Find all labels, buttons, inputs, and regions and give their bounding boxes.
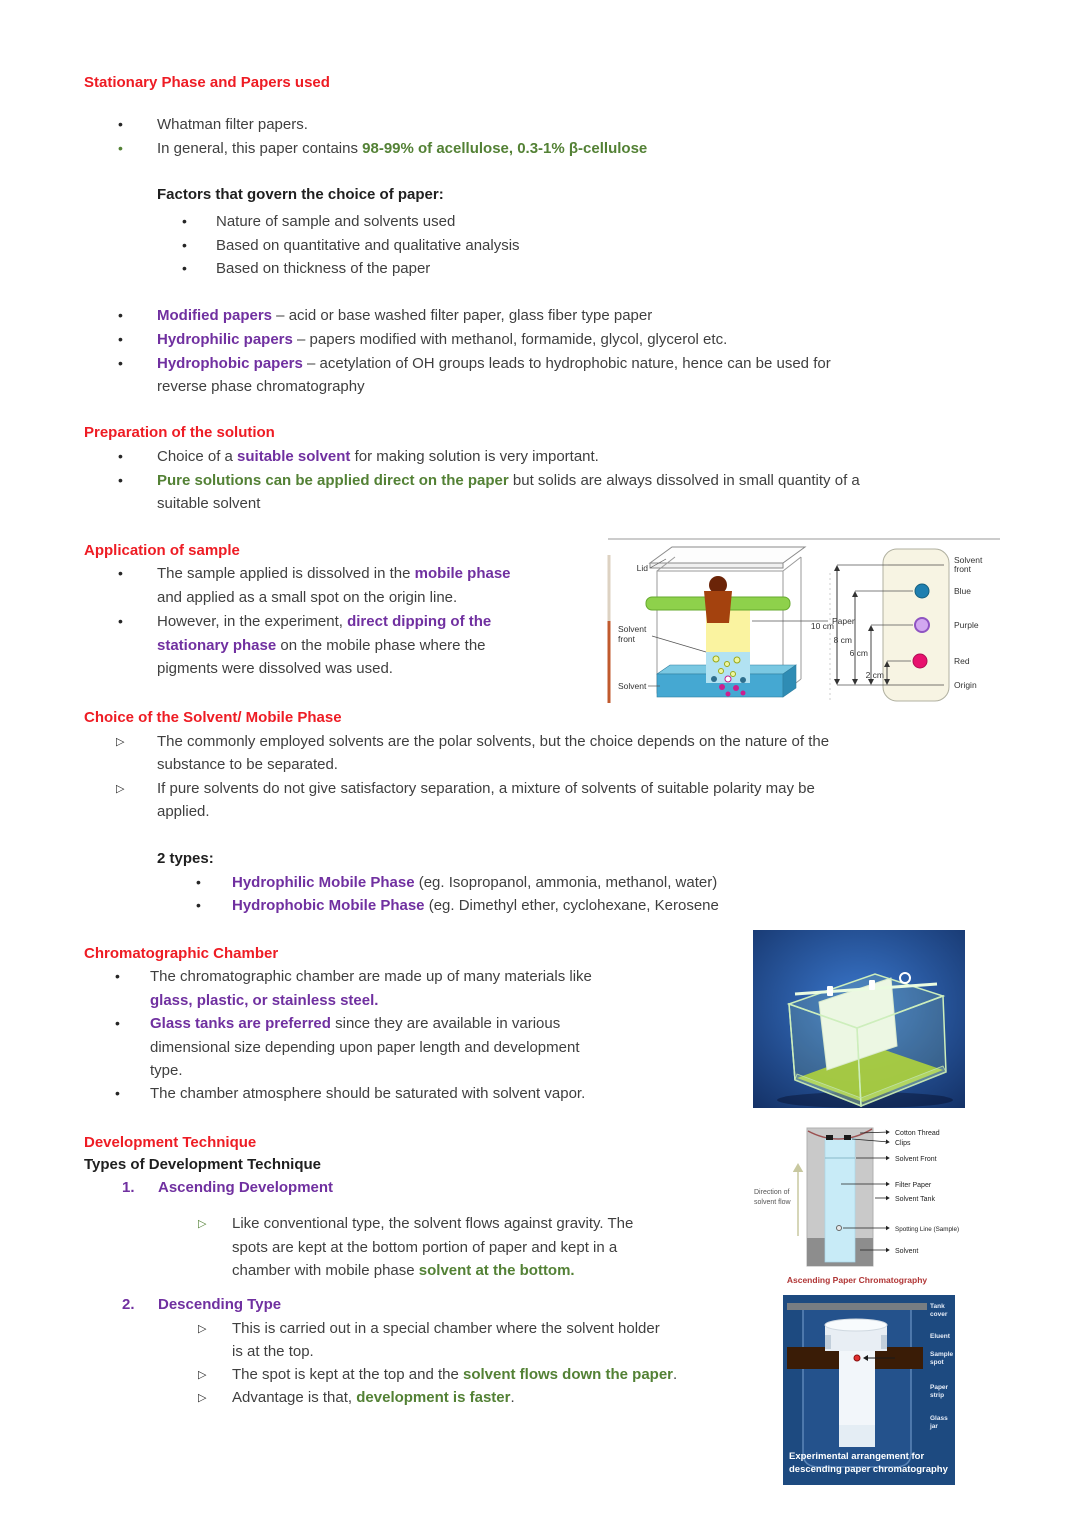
text-line [157, 634, 486, 657]
text-run: Modified papers [157, 307, 273, 324]
text-line [84, 1131, 256, 1154]
text-line [84, 1153, 321, 1176]
list-marker: • [182, 213, 187, 229]
descending-chromatography-diagram [783, 1295, 955, 1485]
text-run: However, in the experiment, [157, 613, 348, 630]
fig3-solvent-label: Solvent [895, 1248, 919, 1255]
text-line [115, 1082, 586, 1105]
list-marker: ▷ [198, 1323, 207, 1335]
text-run: glass, plastic, or stainless steel. [150, 992, 379, 1009]
text-line [157, 847, 214, 870]
text-line [196, 894, 719, 917]
fig1-lid-label: Lid [636, 563, 648, 573]
fig3-direction-label: Direction of [754, 1189, 790, 1196]
text-line [182, 210, 456, 233]
ascending-chromatography-diagram [748, 1118, 966, 1290]
list-marker: ▷ [198, 1218, 207, 1230]
text-run: The chromatographic chamber are made up of many materials like [150, 968, 592, 985]
text-line [150, 1059, 183, 1082]
list-marker: • [118, 613, 123, 629]
text-line [118, 328, 728, 351]
fig1-paper-label: Paper [832, 616, 855, 626]
text-line [84, 539, 240, 562]
fig1-blue-label: Blue [954, 586, 972, 596]
text-run: solvent flows down the paper [462, 1366, 674, 1383]
fig3-clips-label: Clips [895, 1140, 911, 1147]
text-line [198, 1363, 678, 1386]
text-line [157, 800, 210, 823]
fig4-caption-line1: Experimental arrangement for [789, 1451, 925, 1462]
text-run: Types of Development Technique [84, 1156, 321, 1173]
list-marker: • [118, 140, 123, 156]
text-line [150, 989, 378, 1012]
text-line [122, 1293, 282, 1316]
text-run: Glass tanks are preferred [150, 1015, 331, 1032]
fig3-cotton-thread-label: Cotton Thread [895, 1130, 940, 1137]
text-run: Stationary Phase and Papers used [84, 74, 330, 91]
text-line [122, 1176, 334, 1199]
ascending-diagram-svg [748, 1118, 966, 1290]
fig1-10cm-label: 10 cm [810, 621, 834, 631]
chamber-diagram-svg [600, 533, 1005, 708]
fig3-filter-paper-label: Filter Paper [895, 1182, 932, 1189]
text-run: Whatman filter papers. [157, 116, 308, 133]
text-run: 98-99% of acellulose, 0.3-1% β-cellulose [362, 140, 648, 157]
text-run: Ascending Development [158, 1179, 334, 1196]
text-run: Chromatographic Chamber [84, 945, 279, 962]
list-marker: • [115, 1015, 120, 1031]
text-run: Based on thickness of the paper [216, 260, 431, 277]
text-line [118, 562, 511, 585]
text-line [118, 113, 308, 136]
text-run: Descending Type [158, 1296, 282, 1313]
text-line [116, 777, 815, 800]
text-run: development is faster [356, 1389, 511, 1406]
fig1-solvent-front-label: Solvent [618, 624, 647, 634]
text-line [118, 469, 860, 492]
fig4-tank-cover-label: Tank [930, 1303, 945, 1310]
fig4-tank-cover-label2: cover [930, 1311, 948, 1318]
text-run: spots are kept at the bottom portion of paper and kept in a [232, 1239, 618, 1256]
fig4-eluent-label: Eluent [930, 1333, 950, 1340]
list-marker: ▷ [116, 783, 125, 795]
text-line [84, 71, 330, 94]
fig1-strip-solvent-front-label2: front [954, 564, 972, 574]
list-marker: • [196, 874, 201, 890]
list-marker: • [182, 260, 187, 276]
text-run: Choice of the Solvent/ Mobile Phase [84, 709, 342, 726]
text-run: The chamber atmosphere should be saturated with solvent vapor. [150, 1085, 586, 1102]
list-marker: • [118, 116, 123, 132]
text-line [157, 657, 393, 680]
fig4-paper-strip-label2: strip [930, 1392, 945, 1399]
text-line [232, 1259, 575, 1282]
list-marker: ▷ [116, 736, 125, 748]
list-marker: • [118, 331, 123, 347]
fig1-purple-label: Purple [954, 620, 979, 630]
text-line [157, 586, 457, 609]
text-line [84, 942, 278, 965]
descending-diagram-svg [783, 1295, 955, 1485]
text-run: Based on quantitative and qualitative analysis [216, 237, 520, 254]
list-marker: • [118, 355, 123, 371]
text-run: Hydrophobic papers [157, 355, 303, 372]
text-run: Hydrophobic Mobile Phase [232, 897, 425, 914]
fig3-direction-label2: solvent flow [754, 1199, 791, 1206]
text-run: dimensional size depending upon paper length and development [150, 1039, 580, 1056]
list-marker: • [118, 565, 123, 581]
list-marker: • [115, 968, 120, 984]
text-run: Advantage is that, [232, 1389, 357, 1406]
text-run: but solids are always dissolved in small quantity of a [508, 472, 860, 489]
list-marker: • [118, 472, 123, 488]
text-line [84, 421, 275, 444]
text-run: is at the top. [232, 1343, 314, 1360]
text-run: on the mobile phase where the [276, 637, 486, 654]
fig3-solvent-front-label: Solvent Front [895, 1156, 937, 1163]
text-run: suitable solvent [237, 448, 351, 465]
list-marker: • [182, 237, 187, 253]
text-line [118, 445, 599, 468]
fig4-glass-jar-label2: jar [930, 1423, 938, 1430]
text-run: – papers modified with methanol, formamide, glycol, glycerol etc. [292, 331, 728, 348]
text-line [157, 753, 338, 776]
text-run: The sample applied is dissolved in the [157, 565, 415, 582]
text-line [116, 730, 830, 753]
text-run: solvent at the bottom. [418, 1262, 575, 1279]
text-line [198, 1317, 660, 1340]
fig1-strip-solvent-front-label: Solvent [954, 555, 983, 565]
text-run: Preparation of the solution [84, 424, 275, 441]
fig3-spotting-line-label: Spotting Line (Sample) [895, 1226, 960, 1233]
text-run: and applied as a small spot on the origin line. [157, 589, 458, 606]
text-run: chamber with mobile phase [232, 1262, 419, 1279]
text-run: If pure solvents do not give satisfactory separation, a mixture of solvents of suitable polarity may be [157, 780, 815, 797]
text-run: type. [150, 1062, 183, 1079]
text-line [232, 1340, 314, 1363]
list-marker: ▷ [198, 1392, 207, 1404]
text-run: . [510, 1389, 515, 1406]
fig1-solvent-front-label2: front [618, 634, 636, 644]
fig1-2cm-label: 2 cm [865, 670, 884, 680]
text-line [118, 352, 831, 375]
text-line [150, 1036, 580, 1059]
text-run: – acid or base washed filter paper, glass fiber type paper [272, 307, 653, 324]
text-run: stationary phase [157, 637, 277, 654]
text-run: for making solution is very important. [350, 448, 599, 465]
list-marker: ▷ [198, 1369, 207, 1381]
text-line [118, 137, 648, 160]
text-run: substance to be separated. [157, 756, 338, 773]
text-run: suitable solvent [157, 495, 261, 512]
list-marker: • [115, 1085, 120, 1101]
text-run: The commonly employed solvents are the polar solvents, but the choice depends on the nature of the [157, 733, 830, 750]
chromatography-chamber-diagram [600, 533, 1005, 708]
text-run: (eg. Dimethyl ether, cyclohexane, Kerosene [424, 897, 719, 914]
text-line [198, 1212, 634, 1235]
text-line [182, 257, 431, 280]
fig4-sample-spot-label2: spot [930, 1359, 944, 1366]
text-line [198, 1386, 515, 1409]
text-run: pigments were dissolved was used. [157, 660, 393, 677]
text-run: (eg. Isopropanol, ammonia, methanol, water) [414, 874, 718, 891]
fig4-glass-jar-label: Glass [930, 1415, 948, 1422]
fig3-solvent-tank-label: Solvent Tank [895, 1196, 935, 1203]
text-run: The spot is kept at the top and the [232, 1366, 463, 1383]
text-line [157, 375, 365, 398]
text-run: Like conventional type, the solvent flows against gravity. The [232, 1215, 634, 1232]
fig3-caption: Ascending Paper Chromatography [786, 1275, 928, 1285]
text-run: This is carried out in a special chamber where the solvent holder [232, 1320, 660, 1337]
fig4-caption-line2: descending paper chromatography [789, 1464, 948, 1475]
list-marker: • [196, 897, 201, 913]
text-run: applied. [157, 803, 210, 820]
fig1-red-label: Red [954, 656, 970, 666]
list-marker: • [118, 448, 123, 464]
text-run: Development Technique [84, 1134, 257, 1151]
text-run: Choice of a [157, 448, 238, 465]
text-run: direct dipping of the [347, 613, 492, 630]
text-run: mobile phase [414, 565, 511, 582]
text-run: – acetylation of OH groups leads to hydrophobic nature, hence can be used for [302, 355, 831, 372]
fig1-origin-label: Origin [954, 680, 977, 690]
fig4-sample-spot-label: Sample [930, 1351, 954, 1358]
text-line [232, 1236, 617, 1259]
text-line [115, 1012, 561, 1035]
text-line [118, 610, 492, 633]
text-line [115, 965, 592, 988]
fig1-6cm-label: 6 cm [849, 648, 868, 658]
text-line [182, 234, 520, 257]
text-line [84, 706, 342, 729]
list-marker: • [118, 307, 123, 323]
text-run: Application of sample [84, 542, 240, 559]
text-run: Hydrophilic papers [157, 331, 293, 348]
text-run: since they are available in various [330, 1015, 561, 1032]
text-run: Nature of sample and solvents used [216, 213, 456, 230]
fig1-solvent-label: Solvent [618, 681, 647, 691]
text-run: Hydrophilic Mobile Phase [232, 874, 415, 891]
text-line [157, 183, 444, 206]
text-run: . [673, 1366, 678, 1383]
text-run: 2 types: [157, 850, 214, 867]
fig4-paper-strip-label: Paper [930, 1384, 949, 1391]
text-line [118, 304, 653, 327]
fig1-8cm-label: 8 cm [833, 635, 852, 645]
text-run: Pure solutions can be applied direct on the paper [157, 472, 509, 489]
text-run: reverse phase chromatography [157, 378, 365, 395]
glass-tank-photo [753, 930, 965, 1108]
text-line [196, 871, 718, 894]
list-marker: 1. [122, 1179, 135, 1196]
text-run: Factors that govern the choice of paper: [157, 186, 444, 203]
list-marker: 2. [122, 1296, 135, 1313]
glass-tank-svg [753, 930, 965, 1108]
text-line [157, 492, 260, 515]
text-run: In general, this paper contains [157, 140, 363, 157]
